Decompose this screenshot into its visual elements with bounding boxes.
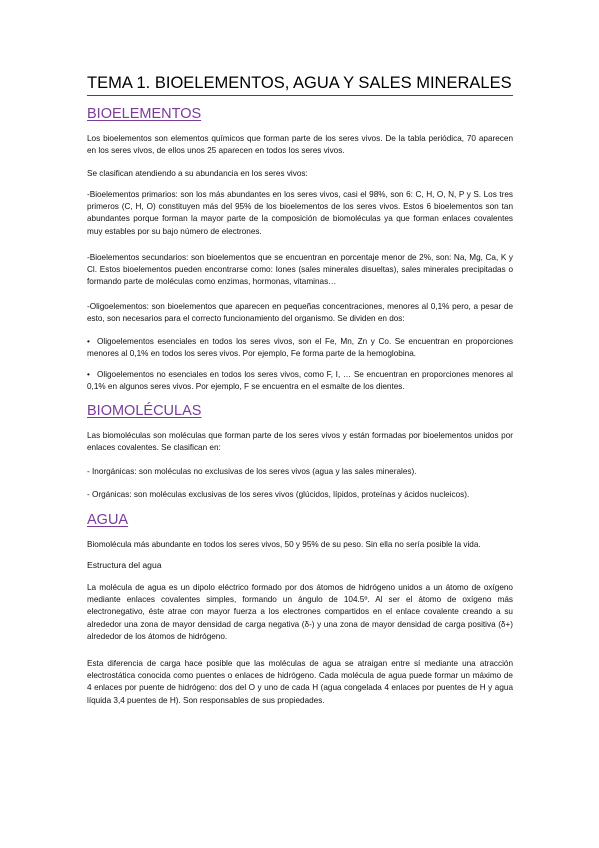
list-item	[87, 369, 513, 393]
paragraph: Se clasifican atendiendo a su abundancia en los seres vivos:	[87, 169, 308, 178]
bullet-icon: •	[87, 337, 90, 346]
bullet-icon: •	[87, 370, 90, 379]
paragraph: -Bioelementos secundarios: son bioelementos que se encuentran en porcentaje menor de 2%, son: Na, Mg, Ca, K y Cl. Estos bioelementos pueden encontrarse como: Iones (sales minerales disueltas), sales minerales precipitadas o formando parte de moléculas como enzimas, hormonas, vitaminas…	[87, 253, 513, 287]
paragraph: -Bioelementos primarios: son los más abundantes en los seres vivos, casi el 98%, son 6: C, H, O, N, P y S. Los tres primeros (C, H, O) constituyen más del 95% de los bioelementos de los seres vivos. Estos 6 bioelementos son tan abundantes porque forman la mayor parte de la composición de biomoléculas ya que forman enlaces covalentes muy estables por su bajo número de electrones.	[87, 190, 513, 236]
section-heading-biomoleculas: BIOMOLÉCULAS	[87, 403, 202, 419]
paragraph: Los bioelementos son elementos químicos que forman parte de los seres vivos. De la tabla periódica, 70 aparecen en los seres vivos, de ellos unos 25 aparecen en todos los seres vivos.	[87, 134, 513, 156]
paragraph: La molécula de agua es un dipolo eléctrico formado por dos átomos de hidrógeno unidos a un átomo de oxígeno mediante enlaces covalentes simples, formando un ángulo de 104.5º. Al ser el átomo de oxígeno más electronegativo, éste atrae con mayor fuerza a los electrones compartidos en el enlace covalente creando a su alrededor una zona de mayor densidad de carga negativa (δ-) y una zona de mayor densidad de carga positiva (δ+) alrededor de los átomos de hidrógeno.	[87, 583, 513, 641]
paragraph: -Oligoelementos: son bioelementos que aparecen en pequeñas concentraciones, menores al 0,1% pero, a pesar de esto, son necesarios para el correcto funcionamiento del organismo. Se dividen en dos:	[87, 302, 513, 324]
list-item-text: Oligoelementos esenciales en todos los seres vivos, son el Fe, Mn, Zn y Co. Se encuentran en proporciones menores al 0,1% en todos los seres vivos. Por ejemplo, Fe forma parte de la hemoglobina.	[87, 337, 513, 359]
title-underline	[87, 95, 513, 96]
subheading-estructura: Estructura del agua	[87, 560, 162, 570]
paragraph: Esta diferencia de carga hace posible que las moléculas de agua se atraigan entre sí mediante una atracción electrostática conocida como puentes o enlaces de hidrógeno. Cada molécula de agua puede formar un máximo de 4 enlaces por puente de hidrógeno: dos del O y uno de cada H (agua congelada 4 enlaces por puentes de H y agua líquida 3,4 puentes de H). Son responsables de sus propiedades.	[87, 659, 513, 705]
section-heading-agua: AGUA	[87, 512, 129, 528]
list-item	[87, 336, 513, 360]
list-item-text: Oligoelementos no esenciales en todos los seres vivos, como F, I, … Se encuentran en proporciones menores al 0,1% en algunos seres vivos. Por ejemplo, F se encuentra en el esmalte de los dientes.	[87, 370, 513, 392]
paragraph: Las biomoléculas son moléculas que forman parte de los seres vivos y están formadas por bioelementos unidos por enlaces covalentes. Se clasifican en:	[87, 431, 513, 453]
paragraph: - Inorgánicas: son moléculas no exclusivas de los seres vivos (agua y las sales minerales).	[87, 467, 417, 476]
paragraph: - Orgánicas: son moléculas exclusivas de los seres vivos (glúcidos, lípidos, proteínas y ácidos nucleicos).	[87, 490, 470, 499]
document-title: TEMA 1. BIOELEMENTOS, AGUA Y SALES MINERALES	[87, 74, 512, 92]
paragraph: Biomolécula más abundante en todos los seres vivos, 50 y 95% de su peso. Sin ella no sería posible la vida.	[87, 540, 481, 549]
section-heading-bioelementos: BIOELEMENTOS	[87, 106, 202, 122]
